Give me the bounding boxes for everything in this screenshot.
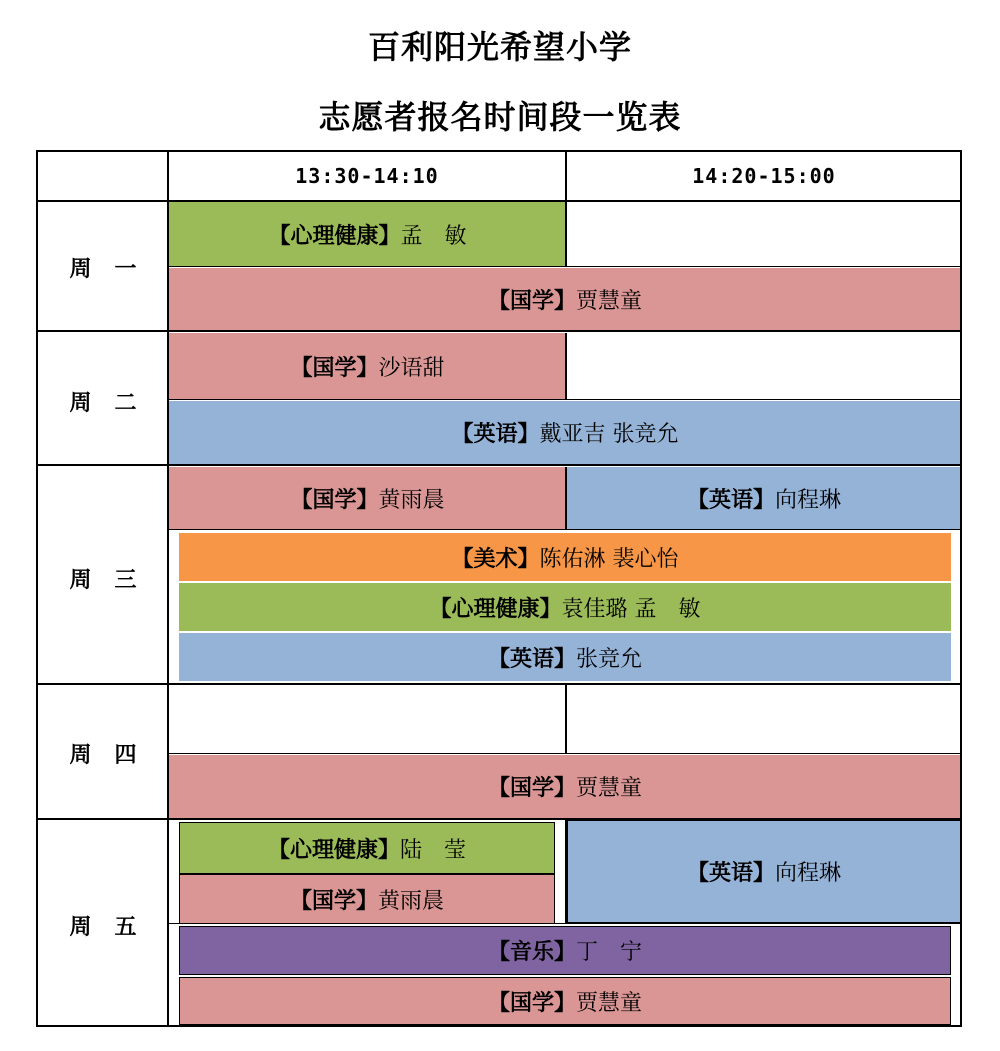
day-wednesday xyxy=(38,563,168,594)
day-prefix: 周 xyxy=(69,915,92,940)
subject-tag: 【心理健康】 xyxy=(267,837,400,863)
subject-tag: 【英语】 xyxy=(487,646,576,672)
volunteer-names: 贾慧童 xyxy=(576,288,643,314)
volunteer-names: 贾慧童 xyxy=(576,776,643,801)
row-divider xyxy=(36,464,962,466)
volunteer-names: 向程琳 xyxy=(775,861,842,886)
subject-tag: 【国学】 xyxy=(487,990,576,1016)
volunteer-names: 陆 莹 xyxy=(400,837,467,863)
row-divider xyxy=(36,330,962,332)
subject-tag: 【国学】 xyxy=(289,888,378,914)
day-prefix: 周 xyxy=(69,568,92,593)
day-prefix: 周 xyxy=(69,257,92,282)
volunteer-names: 戴亚吉 张竞允 xyxy=(539,422,679,447)
sub-row-divider xyxy=(169,266,961,267)
day-prefix: 周 xyxy=(69,391,92,416)
schedule-title: 志愿者报名时间段一览表 xyxy=(318,98,682,136)
slot-divider xyxy=(565,685,567,753)
day-number: 五 xyxy=(114,915,137,940)
time-slot-2: 14:20-15:00 xyxy=(692,164,836,188)
row-divider xyxy=(36,683,962,685)
day-prefix: 周 xyxy=(69,743,92,768)
subject-tag: 【国学】 xyxy=(290,355,379,381)
day-number: 一 xyxy=(114,257,137,282)
volunteer-names: 张竞允 xyxy=(576,646,643,672)
slot-divider xyxy=(565,202,567,266)
sub-row-divider xyxy=(169,923,961,924)
slot-divider xyxy=(565,333,567,399)
volunteer-names: 丁 宁 xyxy=(576,940,643,965)
subject-tag: 【国学】 xyxy=(487,776,576,801)
day-monday xyxy=(38,252,168,283)
header-divider xyxy=(36,200,962,202)
subject-tag: 【国学】 xyxy=(487,288,576,314)
sub-row-divider xyxy=(169,529,961,530)
sub-row-divider xyxy=(169,399,961,400)
slot-divider xyxy=(565,467,567,529)
day-tuesday xyxy=(38,386,168,417)
volunteer-names: 黄雨晨 xyxy=(378,487,445,513)
subject-tag: 【英语】 xyxy=(451,422,540,447)
subject-tag: 【英语】 xyxy=(686,861,775,886)
day-number: 三 xyxy=(114,568,137,593)
subject-tag: 【国学】 xyxy=(290,487,379,513)
subject-tag: 【音乐】 xyxy=(487,940,576,965)
day-thursday xyxy=(38,738,168,769)
volunteer-names: 向程琳 xyxy=(775,487,842,513)
time-slot-1: 13:30-14:10 xyxy=(295,164,439,188)
slot-divider xyxy=(565,820,567,923)
volunteer-names: 沙语甜 xyxy=(378,355,445,381)
subject-tag: 【美术】 xyxy=(451,546,540,572)
subject-tag: 【心理健康】 xyxy=(429,596,562,622)
row-divider xyxy=(36,818,962,820)
volunteer-names: 陈佑淋 裴心怡 xyxy=(539,546,679,572)
day-number: 四 xyxy=(114,743,137,768)
volunteer-names: 袁佳璐 孟 敏 xyxy=(561,596,701,622)
school-title: 百利阳光希望小学 xyxy=(367,28,632,66)
table-border xyxy=(36,150,962,1027)
volunteer-names: 孟 敏 xyxy=(400,223,467,249)
day-friday xyxy=(38,910,168,941)
volunteer-names: 黄雨晨 xyxy=(378,888,445,914)
subject-tag: 【心理健康】 xyxy=(268,223,401,249)
volunteer-names: 贾慧童 xyxy=(576,990,643,1016)
day-number: 二 xyxy=(114,391,137,416)
subject-tag: 【英语】 xyxy=(686,487,775,513)
sub-row-divider xyxy=(169,753,961,754)
